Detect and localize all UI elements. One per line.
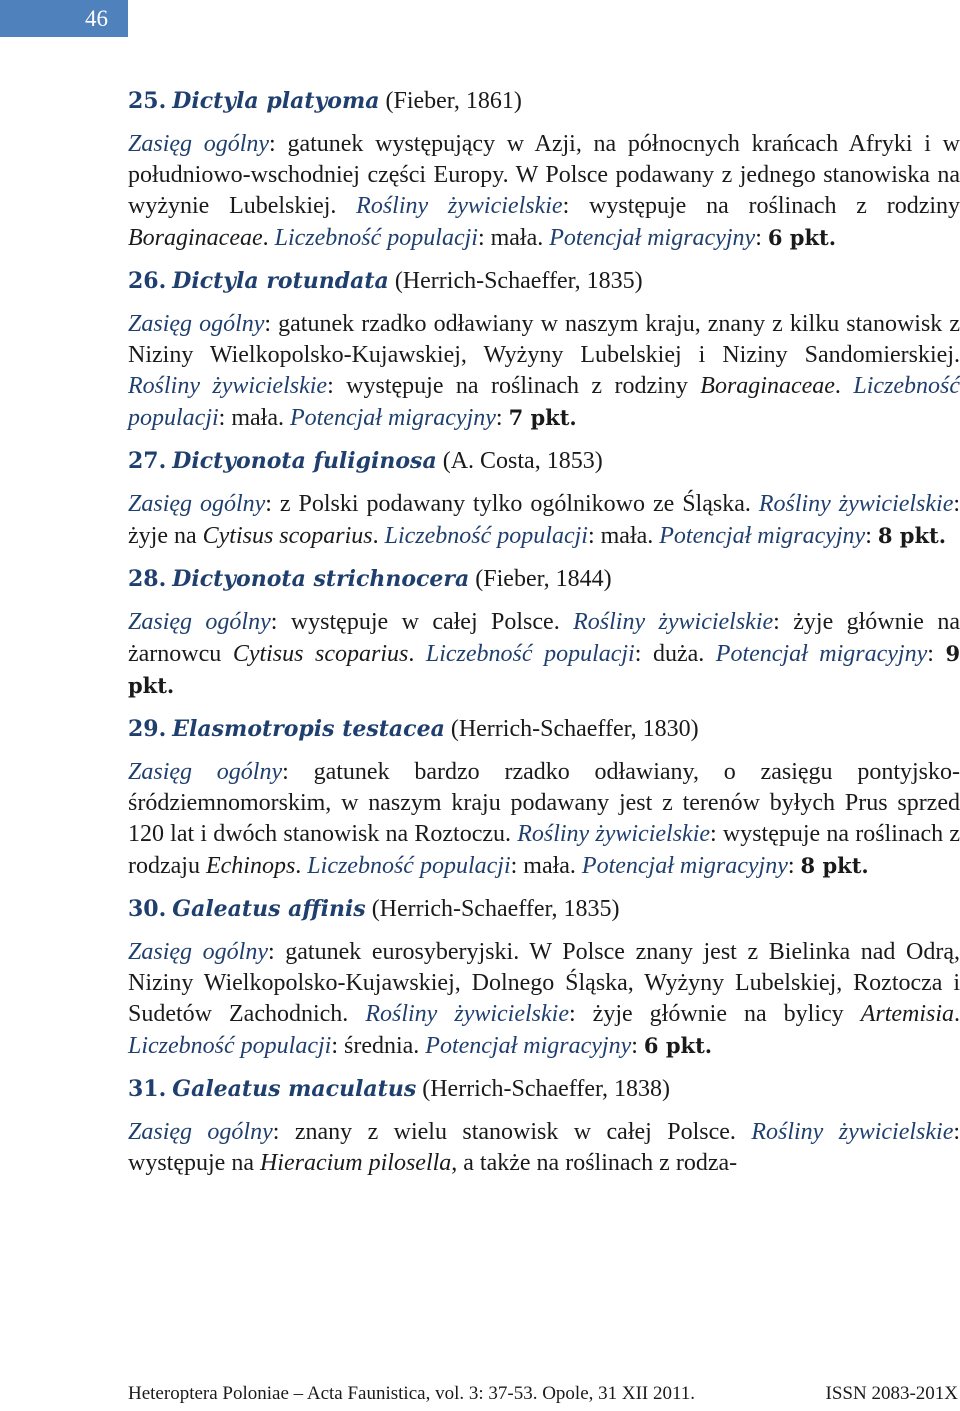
abundance-label: Liczebność populacji [128,373,960,431]
host-label: Rośliny żywicielskie [751,1119,954,1145]
host-label: Rośliny żywicielskie [758,491,954,517]
species-entry [128,564,960,702]
species-name: Galeatus maculatus [172,1076,417,1102]
page-number: 46 [85,6,108,31]
host-label: Rośliny żywicielskie [128,373,328,399]
host-label: Rośliny żywicielskie [573,609,774,635]
migration-value: 7 pkt. [508,405,577,430]
abundance-value: duża. [652,641,705,667]
entry-description: Zasięg ogólny: występuje w całej Polsce. Rośliny żywicielskie: żyje głównie na żarnowcu Cytisus scoparius. Liczebność populacji: duża. Potencjał migracyjny: 9 pkt. [128,609,960,698]
migration-label: Potencjał migracyjny [289,405,496,431]
entry-description: Zasięg ogólny: gatunek występujący w Azji, na północnych krańcach Afryki i w południowo-wschodniej części Europy. W Polsce podawany z jednego stanowiska na wyżynie Lubelskiej. Rośliny żywicielskie: występuje na roślinach z rodziny Boraginaceae. Liczebność populacji: mała. Potencjał migracyjny: 6 pkt. [128,131,960,251]
entry-number: 30. [128,896,167,922]
species-entry [128,894,960,1062]
entry-number: 29. [128,716,167,742]
range-label: Zasięg ogólny [128,131,270,157]
species-entry [128,86,960,254]
abundance-value: mała. [490,225,544,251]
entry-number: 31. [128,1076,167,1102]
host-text: występuje na [128,1150,260,1176]
range-label: Zasięg ogólny [128,491,266,517]
host-taxon: Echinops [205,853,296,879]
abundance-label: Liczebność populacji [274,225,478,251]
page-number-box [0,0,128,37]
migration-label: Potencjał migracyjny [659,523,866,549]
host-suffix: . [954,1001,960,1027]
species-author: (A. Costa, 1853) [442,448,603,474]
host-label: Rośliny żywicielskie [356,193,563,219]
issn: ISSN 2083-201X [825,1383,958,1404]
entry-description: Zasięg ogólny: gatunek bardzo rzadko odławiany, o zasięgu pontyjsko-śródziemnomorskim, w naszym kraju podawany jest z terenów byłych Prus sprzed 120 lat i dwóch stanowisk na Roztoczu. Rośliny żywicielskie: występuje na roślinach z rodzaju Echinops. Liczebność populacji: mała. Potencjał migracyjny: 8 pkt. [128,759,960,879]
host-text: żyje głównie na bylicy [592,1001,861,1027]
migration-value: 8 pkt. [877,523,947,548]
abundance-value: mała. [523,853,576,879]
host-taxon: Artemisia [860,1001,955,1027]
entry-number: 26. [128,268,167,294]
abundance-label: Liczebność populacji [384,523,588,549]
species-name: Elasmotropis testacea [172,716,445,742]
entry-description: Zasięg ogólny: gatunek eurosyberyjski. W Polsce znany jest z Bielinka nad Odrą, Niziny Wielkopolsko-Kujawskiej, Dolnego Śląska, Wyżyny Lubelskiej, Roztocza i Sudetów Zachodnich. Rośliny żywicielskie: żyje głównie na bylicy Artemisia. Liczebność populacji: średnia. Potencjał migracyjny: 6 pkt. [128,939,960,1059]
host-taxon: Cytisus scoparius [232,641,409,667]
migration-value: 6 pkt. [643,1033,713,1058]
host-suffix: . [372,523,379,549]
species-author: (Fieber, 1844) [475,566,612,592]
range-label: Zasięg ogólny [128,759,283,785]
host-suffix: . [834,373,841,399]
species-entry [128,714,960,882]
entry-heading [128,266,960,297]
host-suffix: . [295,853,302,879]
migration-value: 9 pkt. [128,641,960,698]
species-name: Dictyla rotundata [172,268,389,294]
range-text: gatunek eurosyberyjski. W Polsce znany jest z Bielinka nad Odrą, Niziny Wielkopolsko-Kujawskiej, Dolnego Śląska, Wyżyny Lubelskiej, Roztocza i Sudetów Zachodnich. [128,939,960,1027]
host-label: Rośliny żywicielskie [517,821,711,847]
species-name: Dictyla platyoma [172,88,380,114]
species-entry [128,266,960,434]
host-taxon: Cytisus scoparius [202,523,373,549]
migration-label: Potencjał migracyjny [425,1033,632,1059]
species-name: Dictyonota fuliginosa [172,448,437,474]
range-text: gatunek występujący w Azji, na północnych krańcach Afryki i w południowo-wschodniej części Europy. W Polsce podawany z jednego stanowiska na wyżynie Lubelskiej. [128,131,960,219]
host-suffix: . [262,225,269,251]
entry-description: Zasięg ogólny: gatunek rzadko odławiany w naszym kraju, znany z kilku stanowisk z Niziny Wielkopolsko-Kujawskiej, Wyżyny Lubelskiej i Niziny Sandomierskiej. Rośliny żywicielskie: występuje na roślinach z rodziny Boraginaceae. Liczebność populacji: mała. Potencjał migracyjny: 7 pkt. [128,311,960,431]
abundance-value: mała. [231,405,284,431]
range-label: Zasięg ogólny [128,939,268,965]
abundance-value: średnia. [343,1033,420,1059]
entry-heading [128,714,960,745]
species-name: Dictyonota strichnocera [172,566,470,592]
abundance-label: Liczebność populacji [128,1033,332,1059]
entry-number: 27. [128,448,167,474]
abundance-label: Liczebność populacji [425,641,635,667]
species-name: Galeatus affinis [172,896,366,922]
range-label: Zasięg ogólny [128,311,265,337]
host-taxon: Boraginaceae [128,225,263,251]
host-text: żyje na [128,523,203,549]
host-taxon: Hieracium pilosella [259,1150,452,1176]
range-text: z Polski podawany tylko ogólnikowo ze Śląska. [279,491,751,517]
range-label: Zasięg ogólny [128,609,271,635]
abundance-value: mała. [600,523,654,549]
species-author: (Herrich-Schaeffer, 1830) [450,716,699,742]
species-author: (Herrich-Schaeffer, 1835) [371,896,620,922]
entry-heading [128,446,960,477]
range-text: znany z wielu stanowisk w całej Polsce. [294,1119,736,1145]
abundance-label: Liczebność populacji [307,853,511,879]
host-label: Rośliny żywicielskie [365,1001,569,1027]
entry-description: Zasięg ogólny: znany z wielu stanowisk w całej Polsce. Rośliny żywicielskie: występuje na Hieracium pilosella, a także na roślinach z rodza- [128,1119,960,1176]
migration-value: 6 pkt. [767,225,837,250]
entry-heading [128,86,960,117]
species-author: (Herrich-Schaeffer, 1835) [394,268,643,294]
entry-number: 28. [128,566,167,592]
page-footer [128,1383,960,1407]
entry-heading [128,564,960,595]
entry-description: Zasięg ogólny: z Polski podawany tylko ogólnikowo ze Śląska. Rośliny żywicielskie: żyje na Cytisus scoparius. Liczebność populacji: mała. Potencjał migracyjny: 8 pkt. [128,491,960,549]
migration-label: Potencjał migracyjny [549,225,756,251]
range-label: Zasięg ogólny [128,1119,273,1145]
entry-number: 25. [128,88,167,114]
host-text: żyje głównie na żarnowcu [128,609,960,667]
species-author: (Fieber, 1861) [385,88,522,114]
journal-citation: Heteroptera Poloniae – Acta Faunistica, vol. 3: 37-53. Opole, 31 XII 2011. [128,1383,696,1404]
species-entry [128,1074,960,1179]
range-text: występuje w całej Polsce. [290,609,560,635]
migration-label: Potencjał migracyjny [715,641,928,667]
host-text: występuje na roślinach z rodzaju [128,821,960,879]
migration-label: Potencjał migracyjny [581,853,788,879]
host-text: występuje na roślinach z rodziny [589,193,960,219]
species-entry [128,446,960,552]
species-author: (Herrich-Schaeffer, 1838) [422,1076,671,1102]
host-taxon: Boraginaceae [700,373,835,399]
entry-heading [128,1074,960,1105]
range-text: gatunek rzadko odławiany w naszym kraju, znany z kilku stanowisk z Niziny Wielkopolsko-Kujawskiej, Wyżyny Lubelskiej i Niziny Sandomierskiej. [128,311,960,368]
host-text: występuje na roślinach z rodziny [346,373,701,399]
host-suffix: , a także na roślinach z rodza- [451,1150,738,1176]
host-suffix: . [408,641,415,667]
range-text: gatunek bardzo rzadko odławiany, o zasięgu pontyjsko-śródziemnomorskim, w naszym kraju podawany jest z terenów byłych Prus sprzed 120 lat i dwóch stanowisk na Roztoczu. [128,759,960,847]
species-list [128,86,960,1191]
migration-value: 8 pkt. [800,853,869,878]
entry-heading [128,894,960,925]
